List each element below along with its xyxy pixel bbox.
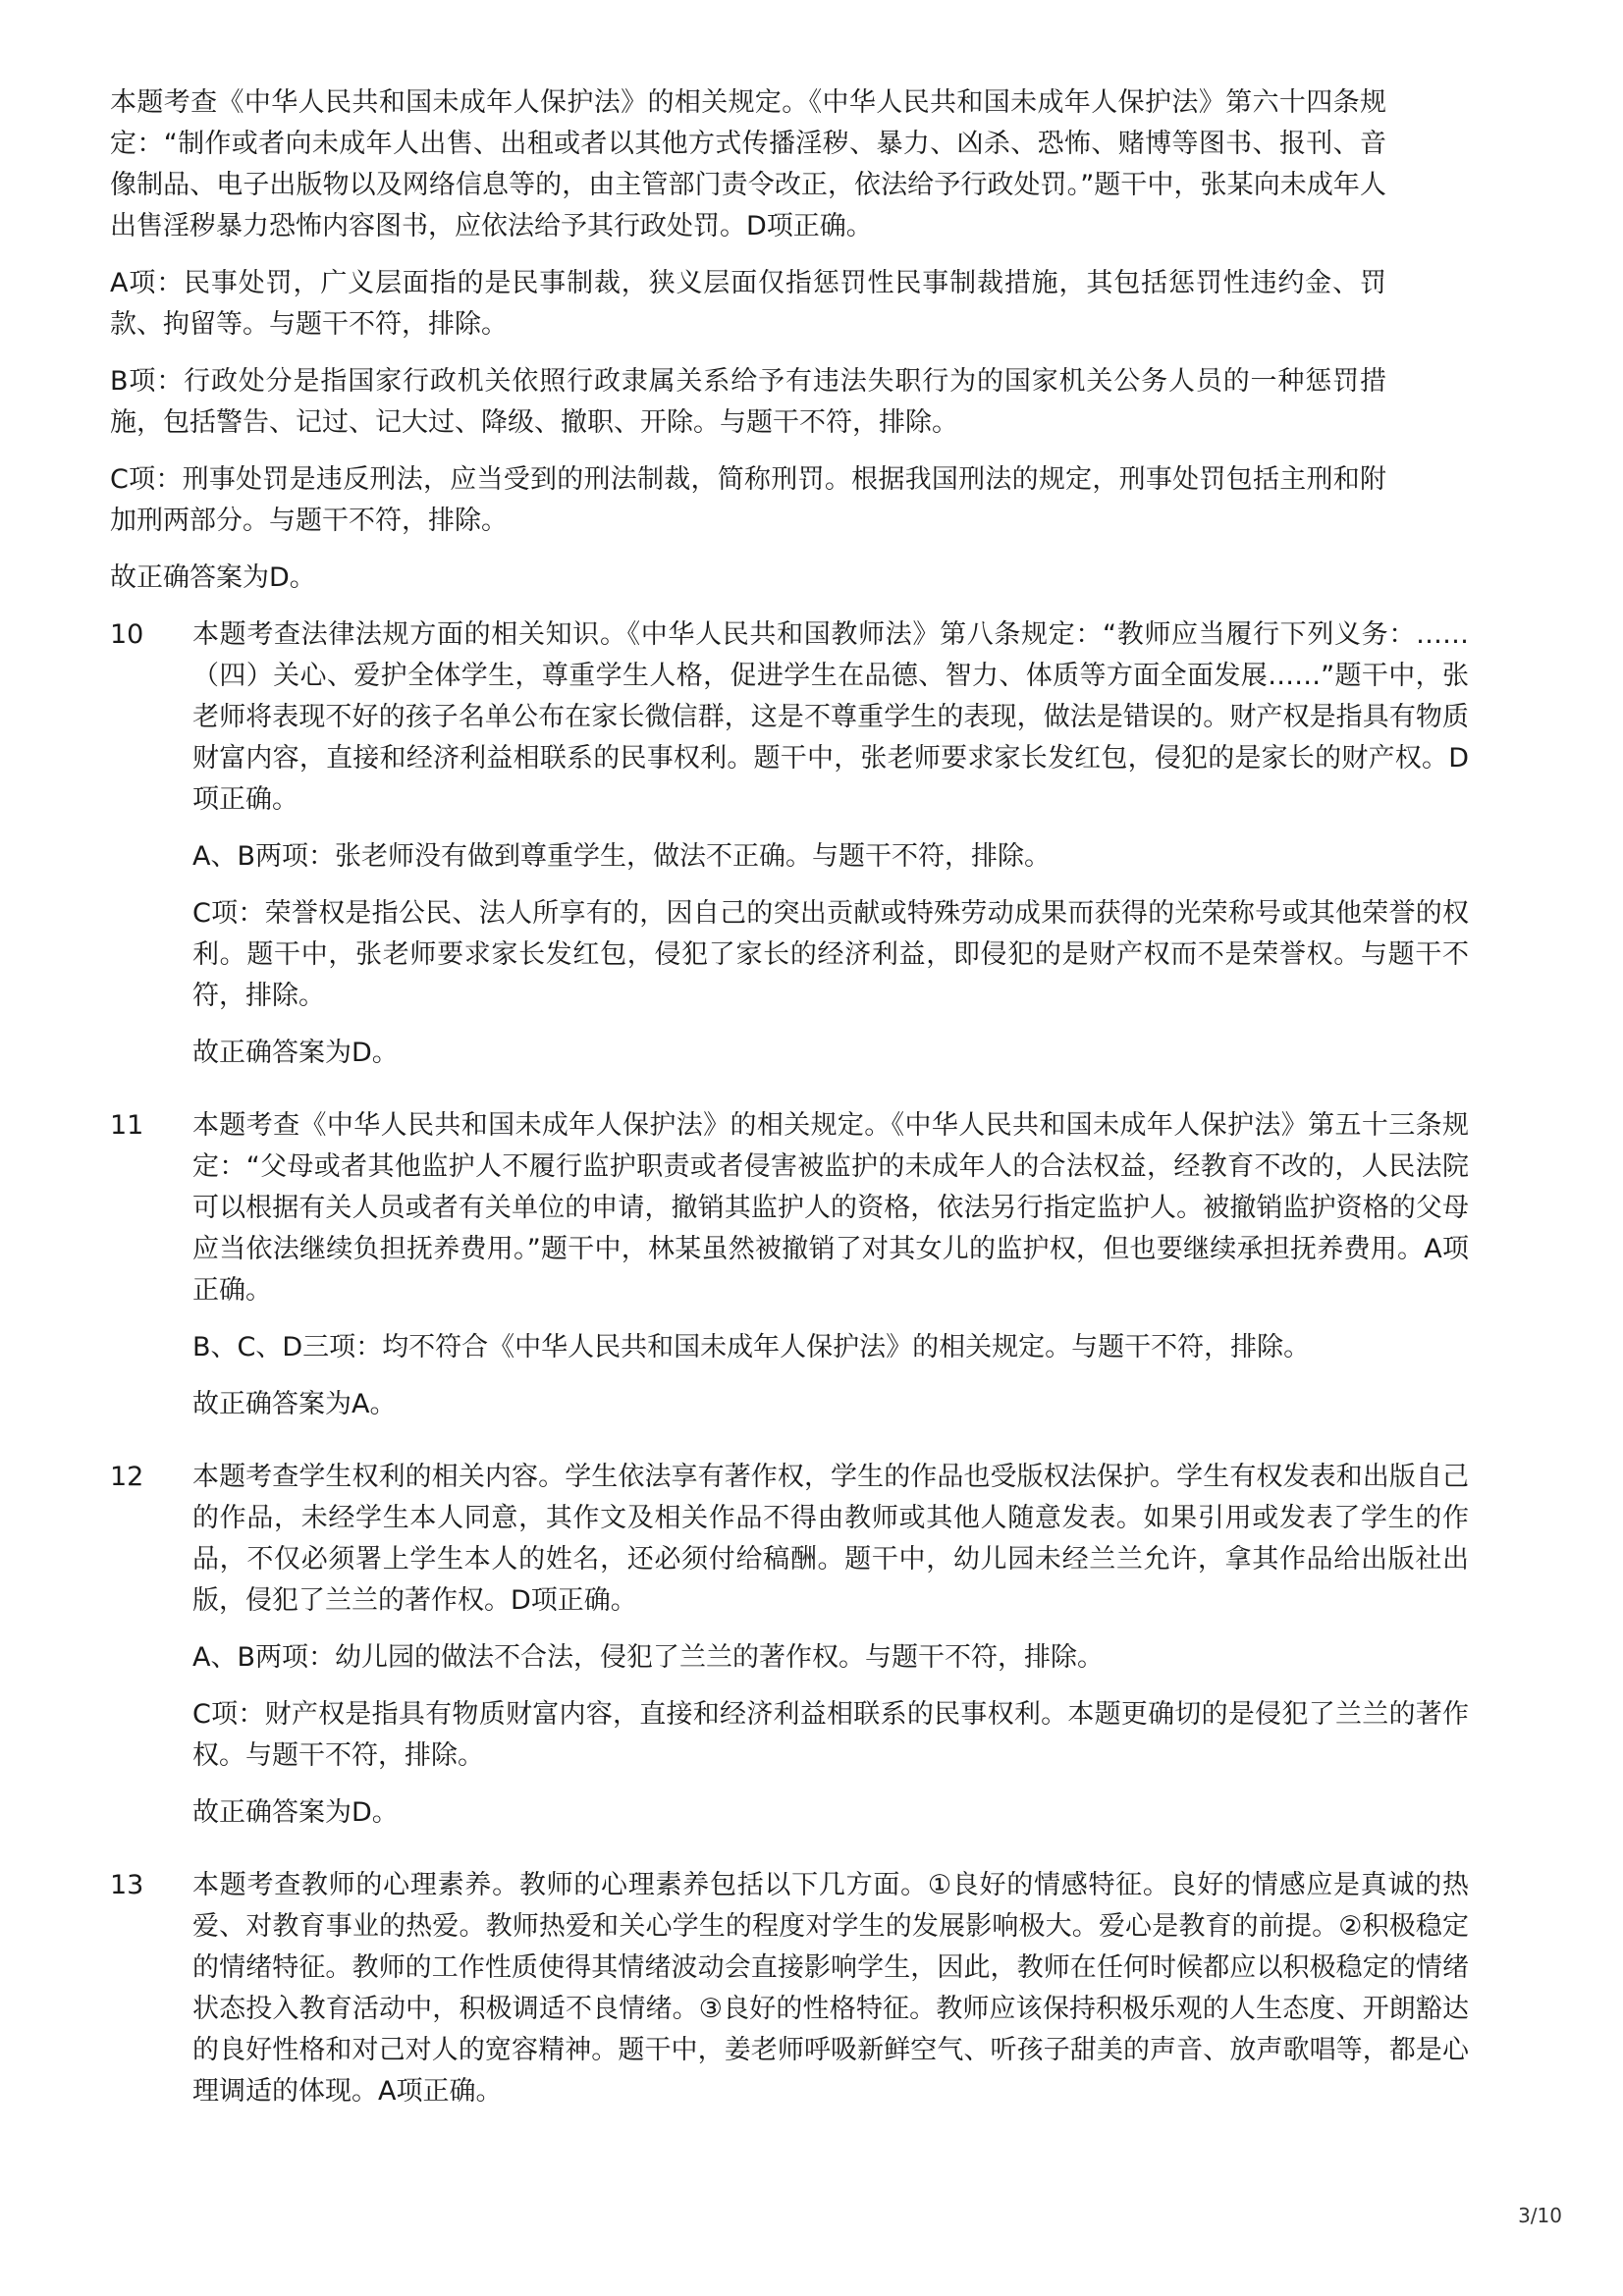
intro-paragraph-3: B项：行政处分是指国家行政机关依照行政隶属关系给予有违法失职行为的国家机关公务人员的一种惩罚措施，包括警告、记过、记大过、降级、撤职、开除。与题干不符，排除。 <box>110 366 1386 438</box>
answer-paragraph: 故正确答案为A。 <box>192 1389 397 1419</box>
option-paragraph: A、B两项：幼儿园的做法不合法，侵犯了兰兰的著作权。与题干不符，排除。 <box>192 1642 1104 1673</box>
question-body <box>192 614 1469 1090</box>
option-paragraph: C项：荣誉权是指公民、法人所享有的，因自己的突出贡献或特殊劳动成果而获得的光荣称号或其他荣誉的权利。题干中，张老师要求家长发红包，侵犯了家长的经济利益，即侵犯的是财产权而不是荣誉权。与题干不符，排除。 <box>192 898 1469 1011</box>
option-paragraph: B、C、D三项：均不符合《中华人民共和国未成年人保护法》的相关规定。与题干不符，排除。 <box>192 1332 1311 1362</box>
question-number: 12 <box>110 1462 144 1492</box>
intro-paragraph-4: C项：刑事处罚是违反刑法，应当受到的刑法制裁，简称刑罚。根据我国刑法的规定，刑事处罚包括主刑和附加刑两部分。与题干不符，排除。 <box>110 464 1386 536</box>
option-paragraph: C项：财产权是指具有物质财富内容，直接和经济利益相联系的民事权利。本题更确切的是侵犯了兰兰的著作权。与题干不符，排除。 <box>192 1699 1469 1771</box>
question-body <box>192 1105 1469 1441</box>
intro-paragraph-2: A项：民事处罚，广义层面指的是民事制裁，狭义层面仅指惩罚性民事制裁措施，其包括惩罚性违约金、罚款、拘留等。与题干不符，排除。 <box>110 268 1386 340</box>
question-body <box>192 1865 1469 2128</box>
explanation-paragraph: 本题考查法律法规方面的相关知识。《中华人民共和国教师法》第八条规定：“教师应当履行下列义务：……（四）关心、爱护全体学生，尊重学生人格，促进学生在品德、智力、体质等方面全面发展……”题干中，张老师将表现不好的孩子名单公布在家长微信群，这是不尊重学生的表现，做法是错误的。财产权是指具有物质财富内容，直接和经济利益相联系的民事权利。题干中，张老师要求家长发红包，侵犯的是家长的财产权。D项正确。 <box>192 619 1469 815</box>
document-page <box>110 82 1504 2144</box>
page-number: 3/10 <box>1518 2204 1562 2227</box>
question-item-12 <box>110 1457 1504 1849</box>
question-number: 13 <box>110 1870 144 1900</box>
answer-paragraph: 故正确答案为D。 <box>192 1038 399 1068</box>
option-paragraph: A、B两项：张老师没有做到尊重学生，做法不正确。与题干不符，排除。 <box>192 841 1051 872</box>
explanation-paragraph: 本题考查《中华人民共和国未成年人保护法》的相关规定。《中华人民共和国未成年人保护法》第五十三条规定：“父母或者其他监护人不履行监护职责或者侵害被监护的未成年人的合法权益，经教育不改的，人民法院可以根据有关人员或者有关单位的申请，撤销其监护人的资格，依法另行指定监护人。被撤销监护资格的父母应当依法继续负担抚养费用。”题干中，林某虽然被撤销了对其女儿的监护权，但也要继续承担抚养费用。A项正确。 <box>192 1110 1469 1306</box>
question-item-13 <box>110 1865 1504 2128</box>
question-item-11 <box>110 1105 1504 1441</box>
intro-section <box>110 82 1504 599</box>
intro-answer: 故正确答案为D。 <box>110 562 316 593</box>
question-number: 10 <box>110 619 144 650</box>
question-body <box>192 1457 1469 1849</box>
question-number: 11 <box>110 1110 144 1141</box>
answer-paragraph: 故正确答案为D。 <box>192 1797 399 1828</box>
explanation-paragraph: 本题考查教师的心理素养。教师的心理素养包括以下几方面。①良好的情感特征。良好的情感应是真诚的热爱、对教育事业的热爱。教师热爱和关心学生的程度对学生的发展影响极大。爱心是教育的前提。②积极稳定的情绪特征。教师的工作性质使得其情绪波动会直接影响学生，因此，教师在任何时候都应以积极稳定的情绪状态投入教育活动中，积极调适不良情绪。③良好的性格特征。教师应该保持积极乐观的人生态度、开朗豁达的良好性格和对己对人的宽容精神。题干中，姜老师呼吸新鲜空气、听孩子甜美的声音、放声歌唱等，都是心理调适的体现。A项正确。 <box>192 1870 1469 2107</box>
explanation-paragraph: 本题考查学生权利的相关内容。学生依法享有著作权，学生的作品也受版权法保护。学生有权发表和出版自己的作品，未经学生本人同意，其作文及相关作品不得由教师或其他人随意发表。如果引用或发表了学生的作品，不仅必须署上学生本人的姓名，还必须付给稿酬。题干中，幼儿园未经兰兰允许，拿其作品给出版社出版，侵犯了兰兰的著作权。D项正确。 <box>192 1462 1469 1616</box>
question-item-10 <box>110 614 1504 1090</box>
intro-paragraph-1: 本题考查《中华人民共和国未成年人保护法》的相关规定。《中华人民共和国未成年人保护法》第六十四条规定：“制作或者向未成年人出售、出租或者以其他方式传播淫秽、暴力、凶杀、恐怖、赌博等图书、报刊、音像制品、电子出版物以及网络信息等的，由主管部门责令改正，依法给予行政处罚。”题干中，张某向未成年人出售淫秽暴力恐怖内容图书，应依法给予其行政处罚。D项正确。 <box>110 87 1386 241</box>
